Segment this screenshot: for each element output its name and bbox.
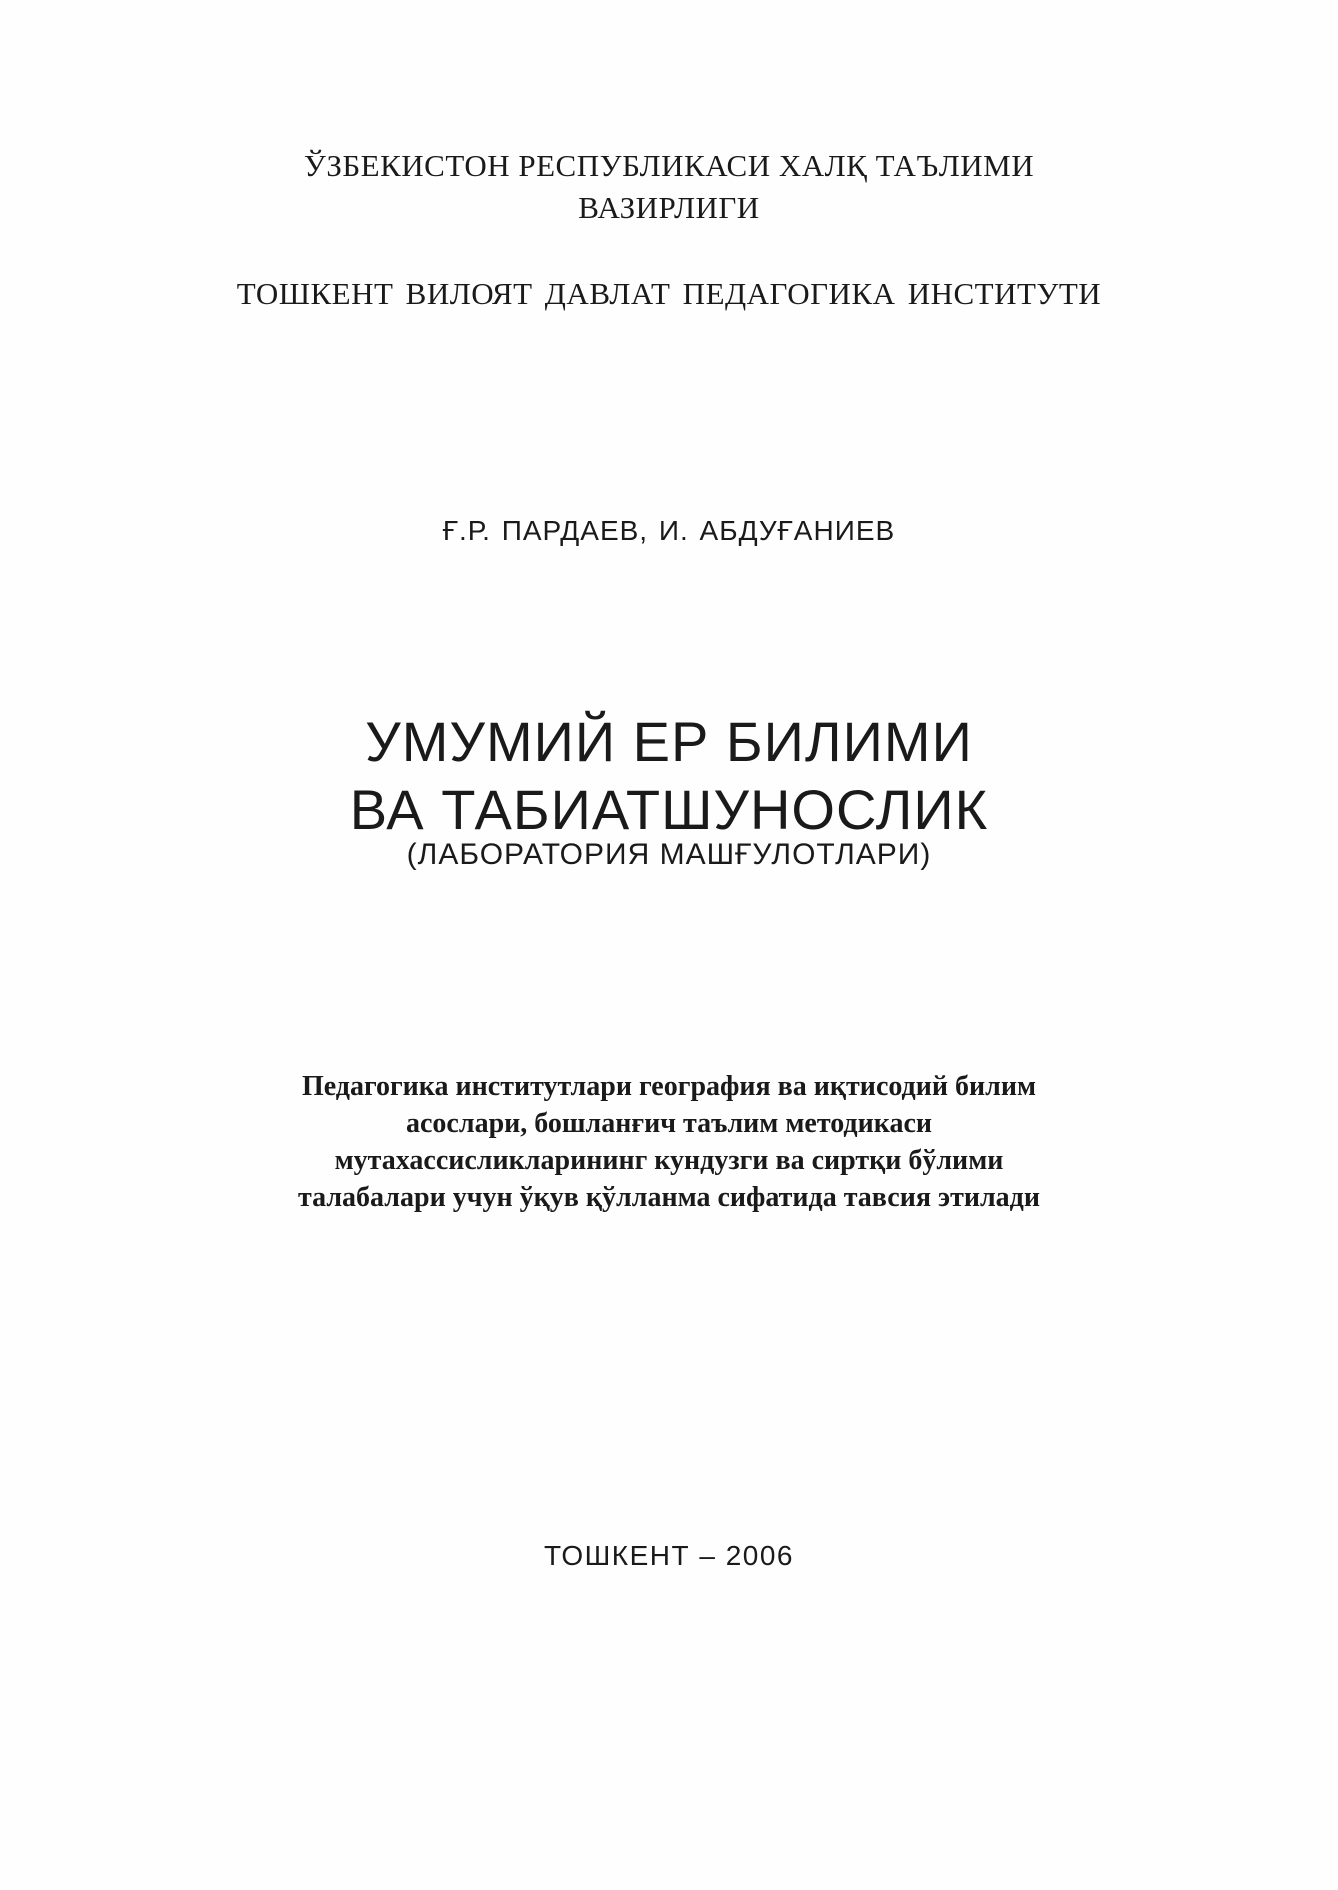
recommendation-line-3: мутахассисликларининг кундузги ва сиртқи бўлими bbox=[334, 1145, 1004, 1176]
recommendation-text bbox=[55, 1068, 1283, 1216]
book-title-line-1: УМУМИЙ ЕР БИЛИМИ bbox=[365, 710, 973, 773]
recommendation-line-1: Педагогика институтлари география ва иқтисодий билим bbox=[301, 1071, 1037, 1102]
ministry-line-1: ЎЗБЕКИСТОН РЕСПУБЛИКАСИ ХАЛҚ ТАЪЛИМИ bbox=[303, 148, 1035, 183]
book-title bbox=[55, 708, 1283, 844]
place-and-year: ТОШКЕНТ – 2006 bbox=[543, 1540, 795, 1571]
recommendation-line-4: талабалари учун ўқув қўлланма сифатида тавсия этилади bbox=[298, 1182, 1040, 1213]
institute-name: ТОШКЕНТ ВИЛОЯТ ДАВЛАТ ПЕДАГОГИКА ИНСТИТУТИ bbox=[236, 276, 1102, 311]
authors: Ғ.Р. ПАРДАЕВ, И. АБДУҒАНИЕВ bbox=[442, 515, 896, 546]
ministry-heading bbox=[55, 145, 1283, 229]
recommendation-line-2: асослари, бошланғич таълим методикаси bbox=[406, 1108, 932, 1139]
book-title-line-2: ВА ТАБИАТШУНОСЛИК bbox=[349, 778, 989, 841]
ministry-line-2: ВАЗИРЛИГИ bbox=[578, 190, 760, 225]
book-subtitle: (ЛАБОРАТОРИЯ МАШҒУЛОТЛАРИ) bbox=[406, 838, 932, 871]
